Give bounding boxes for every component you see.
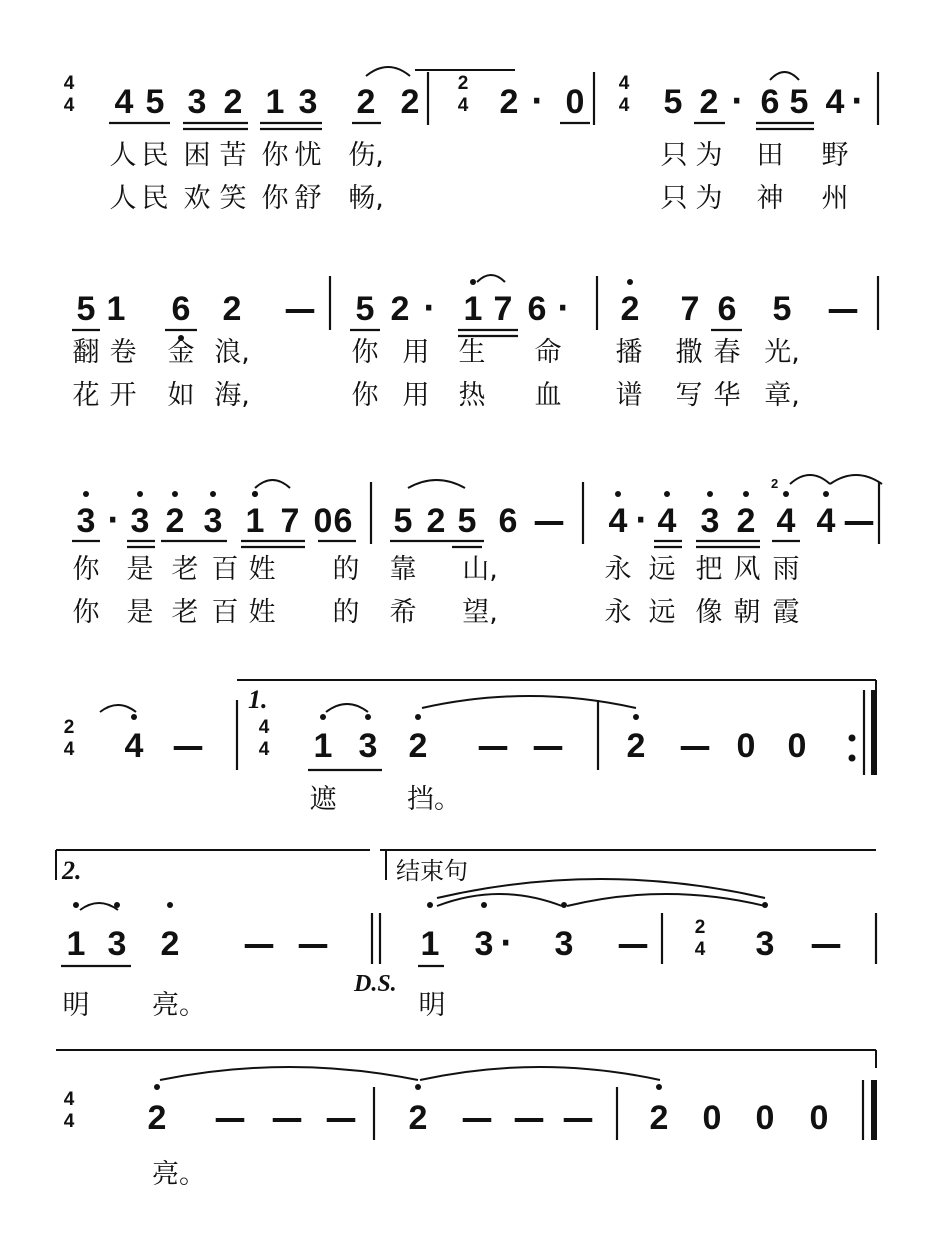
- note-digit: 2: [356, 83, 376, 121]
- lyric-char: 雨: [772, 554, 800, 585]
- time-signature-bottom: 4: [63, 739, 75, 760]
- dash: —: [271, 1099, 303, 1137]
- octave-dot: [707, 491, 713, 497]
- lyric-char: 的: [332, 554, 360, 585]
- slur: [255, 480, 290, 488]
- dash: —: [827, 290, 859, 328]
- ending-label: 结束句: [396, 857, 468, 885]
- slur: [437, 894, 562, 906]
- lyric-char: 只: [660, 140, 688, 171]
- lyric-char: 远: [648, 554, 676, 585]
- note-digit: 3: [474, 925, 494, 963]
- note-digit: 3: [203, 502, 223, 540]
- octave-dot: [131, 714, 137, 720]
- note-digit: 6: [760, 83, 780, 121]
- note-digit: 3: [187, 83, 207, 121]
- augmentation-dot: ·: [557, 291, 569, 326]
- time-signature-top: 4: [258, 717, 270, 738]
- repeat-dot: [849, 735, 856, 742]
- time-signature-top: 2: [457, 73, 469, 94]
- octave-dot: [783, 491, 789, 497]
- note-digit: 2: [223, 83, 243, 121]
- dash: —: [243, 925, 275, 963]
- time-signature-top: 2: [694, 917, 706, 938]
- lyric-char: 是: [126, 554, 154, 585]
- note-digit: 7: [680, 290, 700, 328]
- grace-note: 2: [771, 476, 779, 491]
- octave-dot: [210, 491, 216, 497]
- note-digit: 5: [457, 502, 477, 540]
- lyric-char: 血: [534, 380, 562, 411]
- time-signature: [58, 74, 80, 118]
- lyric-char: 野: [821, 140, 849, 171]
- note-digit: 1: [245, 502, 265, 540]
- note-digit: 5: [145, 83, 165, 121]
- note-digit: 0: [313, 502, 333, 540]
- octave-dot: [252, 491, 258, 497]
- slur: [366, 67, 410, 76]
- note-digit: 3: [554, 925, 574, 963]
- lyric-char: 你: [72, 554, 100, 585]
- note-digit: 2: [649, 1099, 669, 1137]
- lyric-char: 霞: [772, 597, 800, 628]
- time-signature: [253, 718, 275, 762]
- lyric-char: 永: [604, 597, 632, 628]
- lyric-char: 欢: [183, 183, 211, 214]
- dash: —: [214, 1099, 246, 1137]
- lyric-char: 播: [615, 337, 643, 368]
- note-digit: 6: [171, 290, 191, 328]
- note-digit: 0: [787, 727, 807, 765]
- note-digit: 5: [663, 83, 683, 121]
- dash: —: [284, 290, 316, 328]
- lyric-char: 卷: [109, 337, 137, 368]
- lyric-char: 明: [418, 990, 446, 1021]
- note-digit: 2: [499, 83, 519, 121]
- octave-dot: [415, 1084, 421, 1090]
- lyric-char: 挡。: [407, 784, 461, 815]
- note-digit: 0: [702, 1099, 722, 1137]
- note-digit: 2: [400, 83, 420, 121]
- time-signature-top: 4: [618, 73, 630, 94]
- note-digit: 2: [222, 290, 242, 328]
- time-signature-bottom: 4: [457, 95, 469, 116]
- note-digit: 2: [147, 1099, 167, 1137]
- octave-dot: [470, 279, 476, 285]
- note-digit: 3: [298, 83, 318, 121]
- augmentation-dot: ·: [851, 84, 863, 119]
- lyric-char: 民: [141, 183, 169, 214]
- lyric-char: 望,: [462, 597, 498, 628]
- time-signature: [58, 1090, 80, 1134]
- lyric-char: 你: [351, 380, 379, 411]
- note-digit: 4: [825, 83, 845, 121]
- lyric-char: 你: [261, 183, 289, 214]
- slur: [830, 475, 882, 484]
- slur: [408, 480, 465, 488]
- lyric-char: 生: [458, 337, 486, 368]
- dash: —: [513, 1099, 545, 1137]
- dash: —: [172, 727, 204, 765]
- lyric-char: 人: [109, 183, 137, 214]
- note-digit: 5: [393, 502, 413, 540]
- repeat-dot: [849, 755, 856, 762]
- slur: [420, 1067, 660, 1080]
- lyric-char: 把: [695, 554, 723, 585]
- lyric-char: 热: [458, 380, 486, 411]
- note-digit: 3: [76, 502, 96, 540]
- slur: [790, 475, 830, 484]
- lyric-char: 亮。: [152, 1159, 206, 1190]
- time-signature-top: 4: [63, 1089, 75, 1110]
- slur: [326, 704, 368, 712]
- dash: —: [562, 1099, 594, 1137]
- augmentation-dot: ·: [731, 84, 743, 119]
- time-signature: [452, 74, 474, 118]
- lyric-char: 是: [126, 597, 154, 628]
- dash: —: [843, 502, 875, 540]
- octave-dot: [137, 491, 143, 497]
- lyric-char: 困: [183, 140, 211, 171]
- time-signature-top: 4: [63, 73, 75, 94]
- octave-dot: [365, 714, 371, 720]
- lyric-char: 人: [109, 140, 137, 171]
- dash: —: [477, 727, 509, 765]
- note-digit: 3: [107, 925, 127, 963]
- lyric-char: 海,: [214, 380, 250, 411]
- lyric-char: 山,: [462, 554, 498, 585]
- lyric-char: 如: [167, 380, 195, 411]
- note-digit: 2: [426, 502, 446, 540]
- lyric-char: 笑: [219, 183, 247, 214]
- octave-dot: [615, 491, 621, 497]
- octave-dot: [172, 491, 178, 497]
- lyric-char: 伤,: [348, 140, 384, 171]
- note-digit: 3: [700, 502, 720, 540]
- note-digit: 4: [776, 502, 796, 540]
- augmentation-dot: ·: [423, 291, 435, 326]
- note-digit: 2: [620, 290, 640, 328]
- note-digit: 1: [420, 925, 440, 963]
- octave-dot: [656, 1084, 662, 1090]
- note-digit: 3: [358, 727, 378, 765]
- time-signature-bottom: 4: [63, 95, 75, 116]
- lyric-char: 田: [756, 140, 784, 171]
- lyric-char: 花: [72, 380, 100, 411]
- note-digit: 2: [165, 502, 185, 540]
- augmentation-dot: ·: [107, 503, 119, 538]
- octave-dot: [627, 279, 633, 285]
- dash: —: [533, 502, 565, 540]
- augmentation-dot: ·: [635, 503, 647, 538]
- lyric-char: 你: [72, 597, 100, 628]
- time-signature-bottom: 4: [618, 95, 630, 116]
- lyric-char: 永: [604, 554, 632, 585]
- octave-dot: [83, 491, 89, 497]
- lyric-char: 为: [695, 140, 723, 171]
- lyric-char: 华: [713, 380, 741, 411]
- lyric-char: 姓: [248, 597, 276, 628]
- octave-dot: [320, 714, 326, 720]
- lyric-char: 州: [821, 183, 849, 214]
- lyric-char: 用: [402, 337, 430, 368]
- note-digit: 1: [66, 925, 86, 963]
- lyric-char: 用: [402, 380, 430, 411]
- lyric-char: 朝: [733, 597, 761, 628]
- lyric-char: 风: [733, 554, 761, 585]
- lyric-char: 老: [171, 554, 199, 585]
- volta-label-1: 1.: [248, 685, 268, 714]
- octave-dot: [762, 902, 768, 908]
- note-digit: 0: [565, 83, 585, 121]
- slur: [80, 903, 118, 910]
- lyric-char: 畅,: [348, 183, 384, 214]
- lyric-char: 希: [389, 597, 417, 628]
- note-digit: 2: [408, 727, 428, 765]
- octave-dot: [427, 902, 433, 908]
- lyric-char: 老: [171, 597, 199, 628]
- time-signature: [689, 918, 711, 962]
- note-digit: 4: [608, 502, 628, 540]
- lyric-char: 百: [211, 597, 239, 628]
- lyric-char: 的: [332, 597, 360, 628]
- lyric-char: 忧: [294, 140, 322, 171]
- slur: [160, 1067, 418, 1080]
- note-digit: 2: [390, 290, 410, 328]
- dash: —: [325, 1099, 357, 1137]
- note-digit: 0: [736, 727, 756, 765]
- note-digit: 3: [130, 502, 150, 540]
- note-digit: 0: [809, 1099, 829, 1137]
- lyric-char: 章,: [764, 380, 800, 411]
- lyric-char: 光,: [764, 337, 800, 368]
- slur: [770, 72, 799, 80]
- note-digit: 2: [160, 925, 180, 963]
- note-digit: 1: [106, 290, 126, 328]
- octave-dot: [167, 902, 173, 908]
- note-digit: 7: [493, 290, 513, 328]
- note-digit: 6: [527, 290, 547, 328]
- slur: [567, 894, 765, 906]
- lyric-char: 姓: [248, 554, 276, 585]
- note-digit: 0: [755, 1099, 775, 1137]
- augmentation-dot: ·: [531, 84, 543, 119]
- note-digit: 3: [755, 925, 775, 963]
- lyric-char: 为: [695, 183, 723, 214]
- ds-marker: D.S.: [354, 971, 397, 997]
- time-signature: [613, 74, 635, 118]
- time-signature-bottom: 4: [258, 739, 270, 760]
- lyric-char: 百: [211, 554, 239, 585]
- dash: —: [810, 925, 842, 963]
- augmentation-dot: ·: [500, 926, 512, 961]
- time-signature-bottom: 4: [63, 1111, 75, 1132]
- lyric-char: 翻: [72, 337, 100, 368]
- note-digit: 5: [76, 290, 96, 328]
- octave-dot: [481, 902, 487, 908]
- dash: —: [461, 1099, 493, 1137]
- lyric-char: 远: [648, 597, 676, 628]
- note-digit: 5: [355, 290, 375, 328]
- lyric-char: 神: [756, 183, 784, 214]
- slur: [422, 696, 636, 708]
- note-digit: 2: [408, 1099, 428, 1137]
- note-digit: 6: [333, 502, 353, 540]
- note-digit: 2: [626, 727, 646, 765]
- lyric-char: 民: [141, 140, 169, 171]
- lyric-char: 亮。: [152, 990, 206, 1021]
- lyric-char: 苦: [219, 140, 247, 171]
- note-digit: 1: [313, 727, 333, 765]
- lyric-char: 明: [62, 990, 90, 1021]
- note-digit: 2: [736, 502, 756, 540]
- octave-dot: [73, 902, 79, 908]
- dash: —: [679, 727, 711, 765]
- note-digit: 4: [657, 502, 677, 540]
- note-digit: 6: [717, 290, 737, 328]
- lyric-char: 舒: [294, 183, 322, 214]
- note-digit: 5: [772, 290, 792, 328]
- note-digit: 1: [265, 83, 285, 121]
- dash: —: [297, 925, 329, 963]
- note-digit: 5: [789, 83, 809, 121]
- lyric-char: 金: [167, 337, 195, 368]
- time-signature-bottom: 4: [694, 939, 706, 960]
- slur: [100, 705, 136, 712]
- note-digit: 6: [498, 502, 518, 540]
- time-signature-top: 2: [63, 717, 75, 738]
- octave-dot: [664, 491, 670, 497]
- note-digit: 7: [280, 502, 300, 540]
- note-digit: 4: [114, 83, 134, 121]
- lyric-char: 春: [713, 337, 741, 368]
- lyric-char: 写: [675, 380, 703, 411]
- time-signature: [58, 718, 80, 762]
- octave-dot: [743, 491, 749, 497]
- octave-dot: [415, 714, 421, 720]
- octave-dot: [154, 1084, 160, 1090]
- lyric-char: 浪,: [214, 337, 250, 368]
- note-digit: 2: [699, 83, 719, 121]
- lyric-char: 遮: [309, 784, 337, 815]
- octave-dot: [823, 491, 829, 497]
- dash: —: [532, 727, 564, 765]
- lyric-char: 只: [660, 183, 688, 214]
- lyric-char: 像: [695, 597, 723, 628]
- lyric-char: 谱: [615, 380, 643, 411]
- lyric-char: 你: [261, 140, 289, 171]
- lyric-char: 开: [109, 380, 137, 411]
- volta-label-2: 2.: [62, 856, 82, 885]
- note-digit: 4: [124, 727, 144, 765]
- lyric-char: 你: [351, 337, 379, 368]
- dash: —: [617, 925, 649, 963]
- lyric-char: 撒: [675, 337, 703, 368]
- note-digit: 1: [463, 290, 483, 328]
- lyric-char: 命: [534, 337, 562, 368]
- note-digit: 4: [816, 502, 836, 540]
- slur: [477, 275, 505, 282]
- lyric-char: 靠: [389, 554, 417, 585]
- octave-dot: [633, 714, 639, 720]
